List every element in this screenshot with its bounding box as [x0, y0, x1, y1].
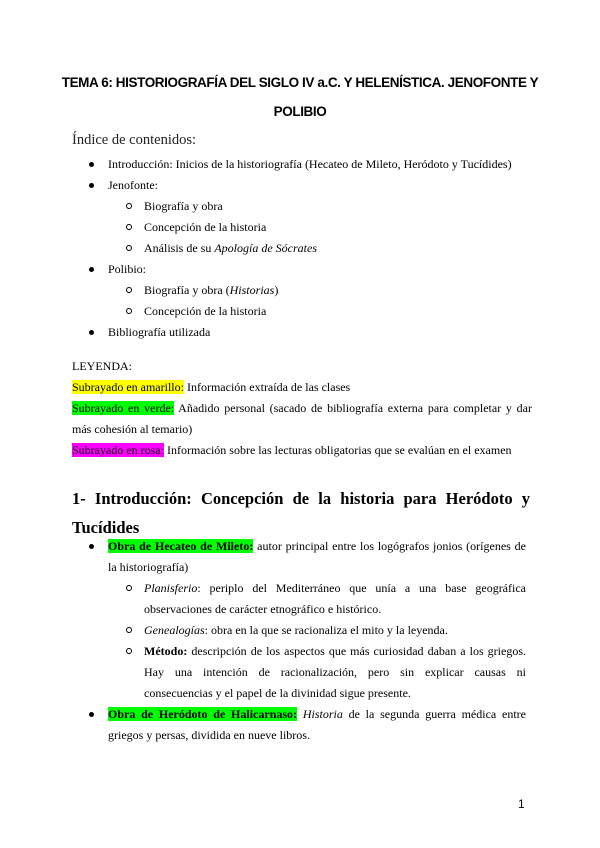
document-title	[60, 68, 540, 126]
title-line-2: POLIBIO	[273, 104, 327, 119]
toc-subitem-concepcion: Concepción de la historia	[144, 219, 266, 235]
toc-subitem-biografia-polibio: Biografía y obra (Historias)	[144, 282, 278, 298]
toc-subitem-concepcion-polibio: Concepción de la historia	[144, 303, 266, 319]
legend-heading: LEYENDA:	[72, 359, 132, 373]
bullet-dot-icon	[89, 183, 94, 188]
list-item-hecateo: Obra de Hecateo de Mileto: autor principal entre los logógrafos jonios (orígenes de la historiografía)	[108, 536, 526, 578]
toc-heading: Índice de contenidos:	[72, 132, 197, 148]
bullet-circle-icon	[126, 585, 132, 591]
legend	[72, 356, 532, 461]
bullet-circle-icon	[126, 224, 132, 230]
bullet-dot-icon	[89, 162, 94, 167]
bullet-dot-icon	[89, 267, 94, 272]
bullet-circle-icon	[126, 203, 132, 209]
bullet-circle-icon	[126, 308, 132, 314]
bullet-circle-icon	[126, 287, 132, 293]
toc-item-polibio: Polibio:	[108, 261, 146, 277]
bullet-dot-icon	[89, 712, 94, 717]
bullet-dot-icon	[89, 544, 94, 549]
bullet-dot-icon	[89, 330, 94, 335]
list-item-planisferio: Planisferio: periplo del Mediterráneo que unía a una base geográfica observaciones de carácter etnográfico e histórico.	[144, 578, 526, 620]
bullet-circle-icon	[126, 648, 132, 654]
legend-yellow: Subrayado en amarillo: Información extraída de las clases	[72, 380, 351, 394]
toc-subitem-apologia: Análisis de su Apología de Sócrates	[144, 240, 317, 256]
page-number: 1	[518, 797, 525, 811]
list-item-herodoto: Obra de Heródoto de Halicarnaso: Historia de la segunda guerra médica entre griegos y persas, dividida en nueve libros.	[108, 704, 526, 746]
toc-subitem-biografia: Biografía y obra	[144, 198, 223, 214]
list-item-metodo: Método: descripción de los aspectos que más curiosidad daban a los griegos. Hay una intención de racionalización, pero sin explicar causas ni consecuencias y el papel de la divinidad sigue presente.	[144, 641, 526, 704]
bullet-circle-icon	[126, 245, 132, 251]
title-line-1: TEMA 6: HISTORIOGRAFÍA DEL SIGLO IV a.C. Y HELENÍSTICA. JENOFONTE Y	[61, 75, 539, 90]
bullet-circle-icon	[126, 627, 132, 633]
legend-green: Subrayado en verde: Añadido personal (sacado de bibliografía externa para completar y dar más cohesión al temario)	[72, 401, 532, 436]
legend-pink: Subrayado en rosa: Información sobre las lecturas obligatorias que se evalúan en el examen	[72, 443, 512, 457]
toc-item-jenofonte: Jenofonte:	[108, 177, 158, 193]
section-heading-introduccion: 1- Introducción: Concepción de la historia para Heródoto y Tucídides	[72, 489, 530, 537]
list-item-genealogias: Genealogías: obra en la que se racionaliza el mito y la leyenda.	[144, 620, 526, 641]
toc-item-introduccion: Introducción: Inicios de la historiografía (Hecateo de Mileto, Heródoto y Tucídides)	[108, 156, 512, 172]
toc-item-bibliografia: Bibliografía utilizada	[108, 324, 210, 340]
